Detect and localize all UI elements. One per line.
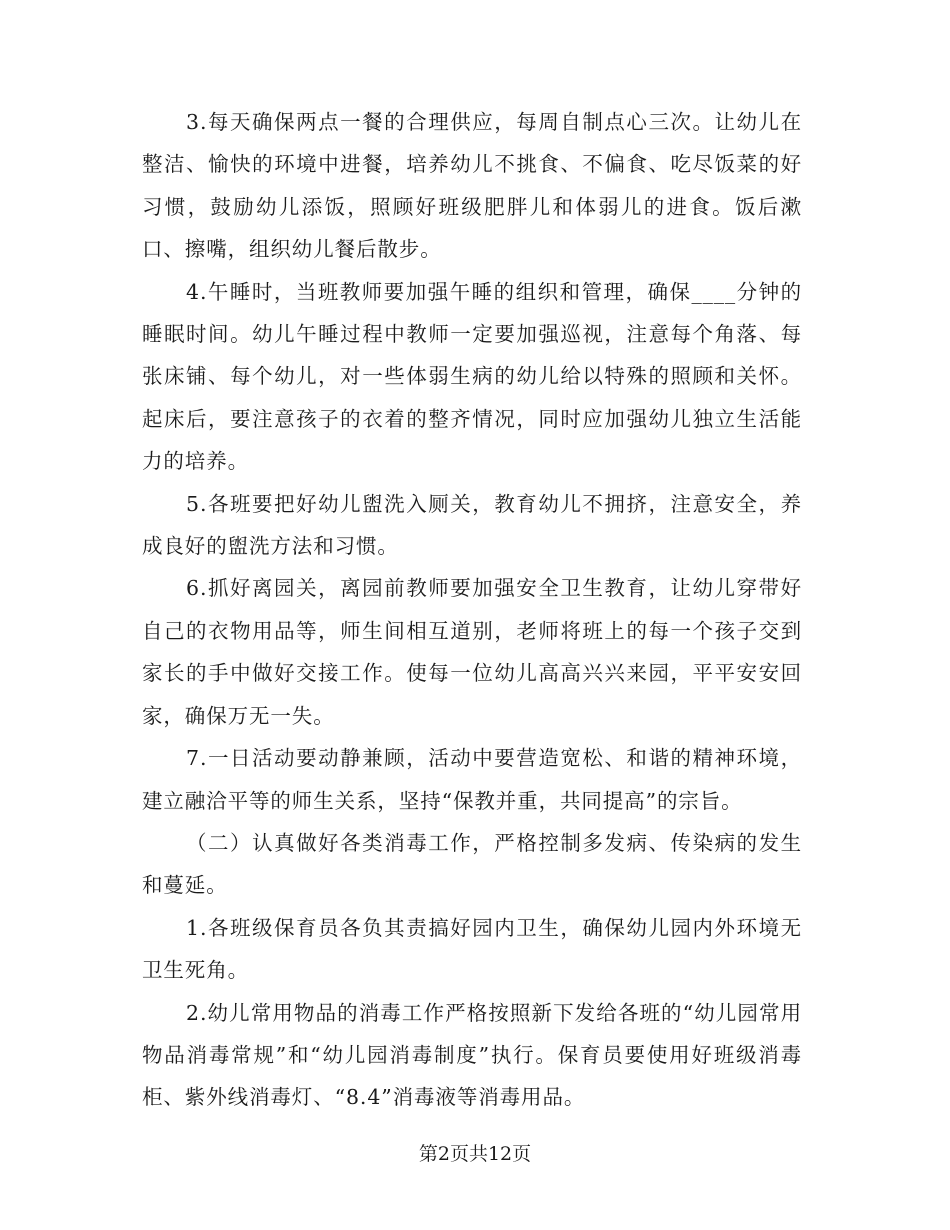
paragraph-item-6: 6.抓好离园关，离园前教师要加强安全卫生教育，让幼儿穿带好自己的衣物用品等，师生间相互道别，老师将班上的每一个孩子交到家长的手中做好交接工作。使每一位幼儿高高兴兴来园，平平安安回家，确保万无一失。	[142, 576, 802, 728]
paragraph-item-2: 2.幼儿常用物品的消毒工作严格按照新下发给各班的“幼儿园常用物品消毒常规”和“幼儿园消毒制度”执行。保育员要使用好班级消毒柜、紫外线消毒灯、“8.4”消毒液等消毒用品。	[142, 1000, 802, 1110]
paragraph-item-3: 3.每天确保两点一餐的合理供应，每周自制点心三次。让幼儿在整洁、愉快的环境中进餐，培养幼儿不挑食、不偏食、吃尽饭菜的好习惯，鼓励幼儿添饭，照顾好班级肥胖儿和体弱儿的进食。饭后漱口、擦嘴，组织幼儿餐后散步。	[142, 110, 802, 262]
paragraph-item-5: 5.各班要把好幼儿盥洗入厕关，教育幼儿不拥挤，注意安全，养成良好的盥洗方法和习惯。	[142, 491, 802, 559]
paragraph-item-7: 7.一日活动要动静兼顾，活动中要营造宽松、和谐的精神环境，建立融洽平等的师生关系，坚持“保教并重，共同提高”的宗旨。	[142, 746, 802, 813]
document-body	[142, 101, 802, 1119]
section-heading-2: （二）认真做好各类消毒工作，严格控制多发病、传染病的发生和蔓延。	[142, 830, 802, 898]
paragraph-item-4: 4.午睡时，当班教师要加强午睡的组织和管理，确保____分钟的睡眠时间。幼儿午睡过程中教师一定要加强巡视，注意每个角落、每张床铺、每个幼儿，对一些体弱生病的幼儿给以特殊的照顾和关怀。起床后，要注意孩子的衣着的整齐情况，同时应加强幼儿独立生活能力的培养。	[142, 279, 802, 474]
paragraph-item-1: 1.各班级保育员各负其责搞好园内卫生，确保幼儿园内外环境无卫生死角。	[142, 915, 802, 983]
page-number-footer: 第2页共12页	[418, 1143, 532, 1165]
